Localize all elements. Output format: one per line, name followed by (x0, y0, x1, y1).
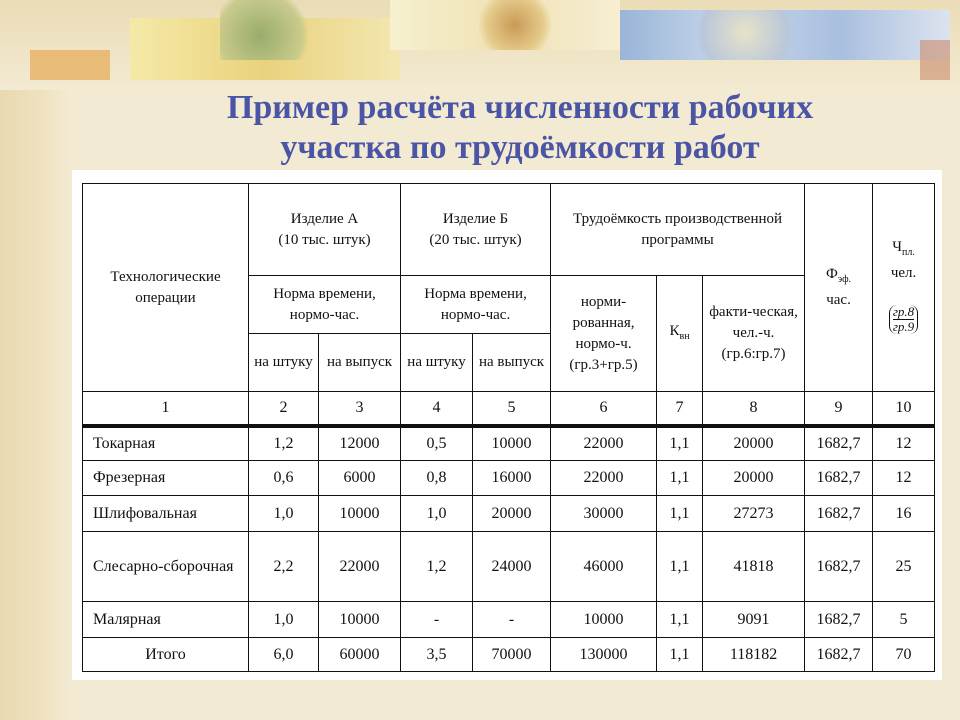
banner-tile (30, 50, 110, 80)
cell: 6000 (319, 461, 401, 496)
header-per-output-b: на выпуск (473, 334, 551, 392)
cell: 1,0 (249, 602, 319, 638)
cell: 1682,7 (805, 496, 873, 532)
header-time-fund-symbol: Ф (825, 266, 838, 282)
cell: 12000 (319, 426, 401, 461)
header-product-b (401, 184, 551, 276)
flower-image (690, 10, 800, 60)
cell: 16000 (473, 461, 551, 496)
table-row (83, 461, 935, 496)
cell: 1,0 (401, 496, 473, 532)
cell: 6,0 (249, 638, 319, 672)
row-operation: Токарная (83, 426, 249, 461)
col-number: 2 (249, 392, 319, 426)
cell: 5 (873, 602, 935, 638)
cell: 1682,7 (805, 638, 873, 672)
cell: 0,6 (249, 461, 319, 496)
column-numbers-row (83, 392, 935, 426)
cell: 22000 (551, 426, 657, 461)
cell: 22000 (319, 532, 401, 602)
cell: - (473, 602, 551, 638)
table-row (83, 496, 935, 532)
col-number: 7 (657, 392, 703, 426)
decorative-banner (30, 0, 950, 80)
cell: 41818 (703, 532, 805, 602)
cell: 22000 (551, 461, 657, 496)
cell: 1,1 (657, 496, 703, 532)
header-workers-symbol: Ч (892, 239, 902, 255)
cell: 70 (873, 638, 935, 672)
cell: 10000 (319, 496, 401, 532)
header-per-unit-b: на штуку (401, 334, 473, 392)
cell: 9091 (703, 602, 805, 638)
workers-formula (889, 305, 918, 334)
header-per-unit-a: на штуку (249, 334, 319, 392)
workers-formula-numerator: гр.8 (892, 304, 915, 319)
row-operation: Малярная (83, 602, 249, 638)
header-product-a-qty: (10 тыс. штук) (278, 231, 371, 248)
header-operations: Технологические операции (83, 184, 249, 392)
header-workers-unit: чел. (890, 265, 917, 281)
col-number: 5 (473, 392, 551, 426)
slide-title-line2: участка по трудоёмкости работ (280, 129, 760, 166)
cell: 1682,7 (805, 602, 873, 638)
header-k-coefficient (657, 276, 703, 392)
header-time-fund-sub: эф. (837, 274, 852, 285)
cell: 12 (873, 426, 935, 461)
col-number: 10 (873, 392, 935, 426)
header-norm-b: Норма времени, нормо-час. (401, 276, 551, 334)
col-number: 8 (703, 392, 805, 426)
row-operation: Фрезерная (83, 461, 249, 496)
parchment-background (0, 0, 70, 720)
cell: 10000 (319, 602, 401, 638)
cell: 10000 (551, 602, 657, 638)
cell: 27273 (703, 496, 805, 532)
row-operation: Шлифовальная (83, 496, 249, 532)
header-product-a-name: Изделие А (290, 210, 359, 227)
col-number: 3 (319, 392, 401, 426)
cell: 25 (873, 532, 935, 602)
header-per-output-a: на выпуск (319, 334, 401, 392)
cell: 1,2 (249, 426, 319, 461)
header-norm-a: Норма времени, нормо-час. (249, 276, 401, 334)
cell: 1,1 (657, 532, 703, 602)
slide-title (140, 88, 900, 168)
cell: - (401, 602, 473, 638)
slide-title-line1: Пример расчёта численности рабочих (226, 89, 814, 126)
col-number: 4 (401, 392, 473, 426)
workers-formula-denominator: гр.9 (892, 319, 915, 334)
cell: 2,2 (249, 532, 319, 602)
col-number: 1 (83, 392, 249, 426)
banner-tile (920, 40, 950, 80)
leaf-image (470, 0, 560, 50)
cell: 0,5 (401, 426, 473, 461)
col-number: 9 (805, 392, 873, 426)
table-row (83, 602, 935, 638)
cell: 1682,7 (805, 461, 873, 496)
header-k-sub: вн (679, 330, 690, 342)
cell: 118182 (703, 638, 805, 672)
col-number: 6 (551, 392, 657, 426)
header-product-b-qty: (20 тыс. штук) (429, 231, 522, 248)
cell: 16 (873, 496, 935, 532)
header-workers (873, 184, 935, 392)
cell: 70000 (473, 638, 551, 672)
row-operation: Слесарно-сборочная (83, 532, 249, 602)
header-labor-intensity: Трудоёмкость производственной программы (551, 184, 805, 276)
cell: 1,2 (401, 532, 473, 602)
cell: 0,8 (401, 461, 473, 496)
leaf-image (220, 0, 320, 60)
cell: 1,1 (657, 426, 703, 461)
table-row (83, 426, 935, 461)
cell: 3,5 (401, 638, 473, 672)
cell: 24000 (473, 532, 551, 602)
header-actual-labor: факти-ческая, чел.-ч. (гр.6:гр.7) (703, 276, 805, 392)
cell: 20000 (703, 426, 805, 461)
cell: 1682,7 (805, 532, 873, 602)
header-normalized-labor: норми-рованная, нормо-ч. (гр.3+гр.5) (551, 276, 657, 392)
header-workers-sub: пл. (901, 247, 915, 258)
header-product-b-name: Изделие Б (442, 210, 509, 227)
row-operation: Итого (83, 638, 249, 672)
cell: 130000 (551, 638, 657, 672)
cell: 10000 (473, 426, 551, 461)
workers-calculation-table (82, 183, 935, 672)
header-k-symbol: К (669, 322, 680, 339)
cell: 1,1 (657, 638, 703, 672)
cell: 12 (873, 461, 935, 496)
cell: 1682,7 (805, 426, 873, 461)
cell: 20000 (703, 461, 805, 496)
cell: 1,1 (657, 602, 703, 638)
header-product-a (249, 184, 401, 276)
header-time-fund (805, 184, 873, 392)
header-time-fund-unit: час. (826, 292, 851, 308)
cell: 46000 (551, 532, 657, 602)
table-row (83, 532, 935, 602)
cell: 30000 (551, 496, 657, 532)
cell: 1,0 (249, 496, 319, 532)
cell: 1,1 (657, 461, 703, 496)
table-row-total (83, 638, 935, 672)
cell: 60000 (319, 638, 401, 672)
cell: 20000 (473, 496, 551, 532)
